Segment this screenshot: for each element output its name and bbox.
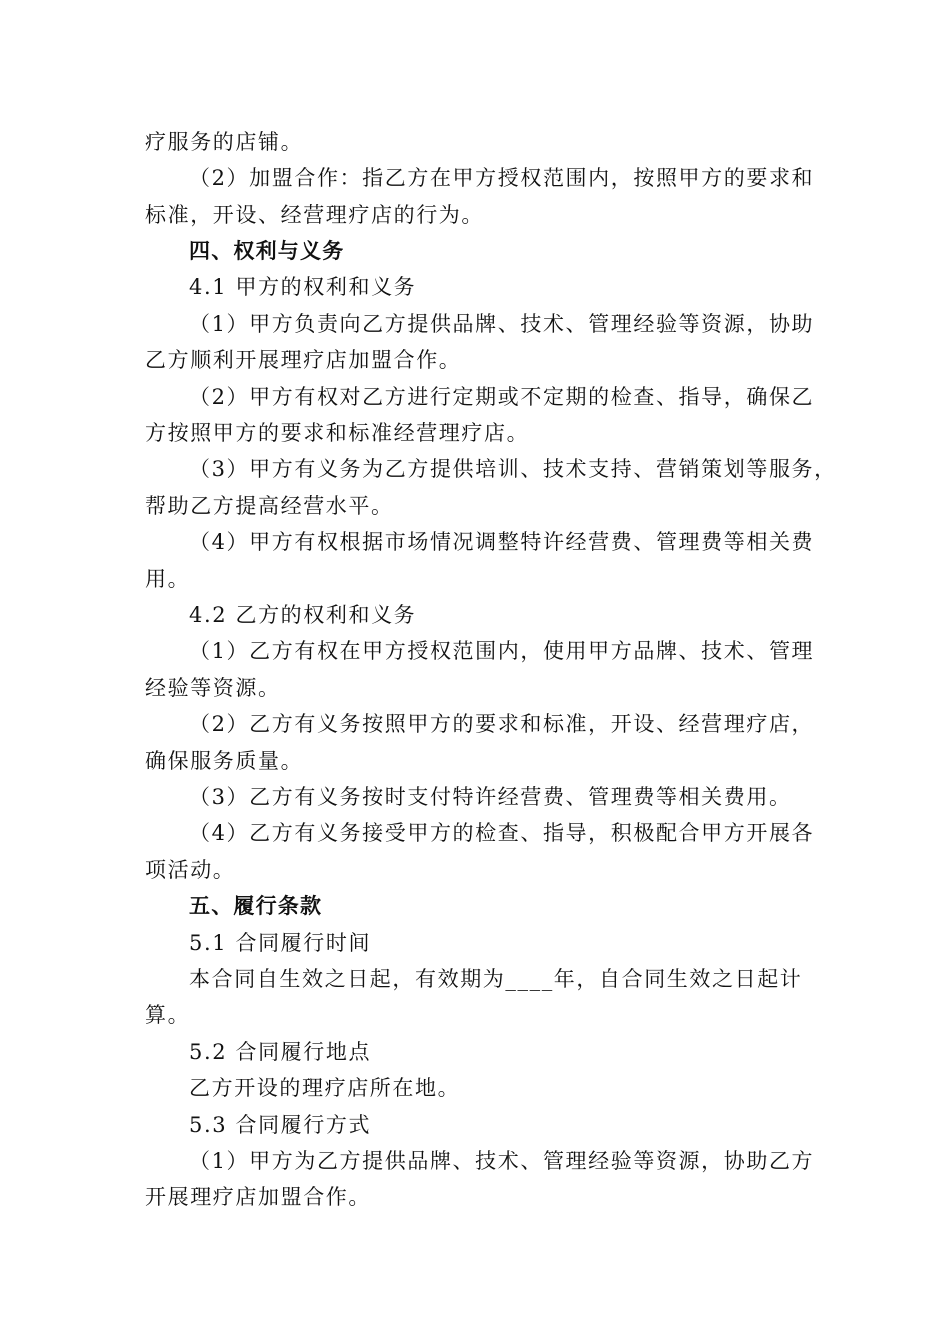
body-text-line: 本合同自生效之日起，有效期为____年，自合同生效之日起计 — [189, 967, 803, 991]
section-heading: 四、权利与义务 — [189, 238, 345, 263]
body-text-line: （1）乙方有权在甲方授权范围内，使用甲方品牌、技术、管理 — [189, 639, 815, 663]
body-text-line: 方按照甲方的要求和标准经营理疗店。 — [145, 421, 530, 445]
subsection-heading: 5.2 合同履行地点 — [189, 1040, 372, 1064]
body-text-line: （1）甲方负责向乙方提供品牌、技术、管理经验等资源，协助 — [189, 312, 815, 336]
subsection-heading: 5.3 合同履行方式 — [189, 1113, 372, 1137]
body-text-line: （3）乙方有义务按时支付特许经营费、管理费等相关费用。 — [189, 785, 792, 809]
body-text-line: （4）乙方有义务接受甲方的检查、指导，积极配合甲方开展各 — [189, 821, 815, 845]
body-text-line: （2）乙方有义务按照甲方的要求和标准，开设、经营理疗店， — [189, 712, 815, 736]
body-text-line: （3）甲方有义务为乙方提供培训、技术支持、营销策划等服务， — [189, 457, 837, 481]
subsection-heading: 4.2 乙方的权利和义务 — [189, 603, 417, 627]
body-text-line: 项活动。 — [145, 858, 236, 882]
body-text-line: （2）加盟合作：指乙方在甲方授权范围内，按照甲方的要求和 — [189, 166, 815, 190]
section-heading: 五、履行条款 — [189, 893, 323, 918]
body-text-line: （1）甲方为乙方提供品牌、技术、管理经验等资源，协助乙方 — [189, 1149, 815, 1173]
body-text-line: （2）甲方有权对乙方进行定期或不定期的检查、指导，确保乙 — [189, 385, 815, 409]
body-text-line: 经验等资源。 — [145, 676, 281, 700]
subsection-heading: 5.1 合同履行时间 — [189, 931, 372, 955]
body-text-line: 疗服务的店铺。 — [145, 130, 304, 154]
body-text-line: 帮助乙方提高经营水平。 — [145, 494, 394, 518]
body-text-line: 开展理疗店加盟合作。 — [145, 1185, 371, 1209]
body-text-line: （4）甲方有权根据市场情况调整特许经营费、管理费等相关费 — [189, 530, 815, 554]
subsection-heading: 4.1 甲方的权利和义务 — [189, 275, 417, 299]
body-text-line: 乙方顺利开展理疗店加盟合作。 — [145, 348, 462, 372]
body-text-line: 乙方开设的理疗店所在地。 — [189, 1076, 461, 1100]
body-text-line: 用。 — [145, 567, 191, 591]
body-text-line: 标准，开设、经营理疗店的行为。 — [145, 203, 484, 227]
body-text-line: 确保服务质量。 — [145, 749, 304, 773]
body-text-line: 算。 — [145, 1003, 191, 1027]
